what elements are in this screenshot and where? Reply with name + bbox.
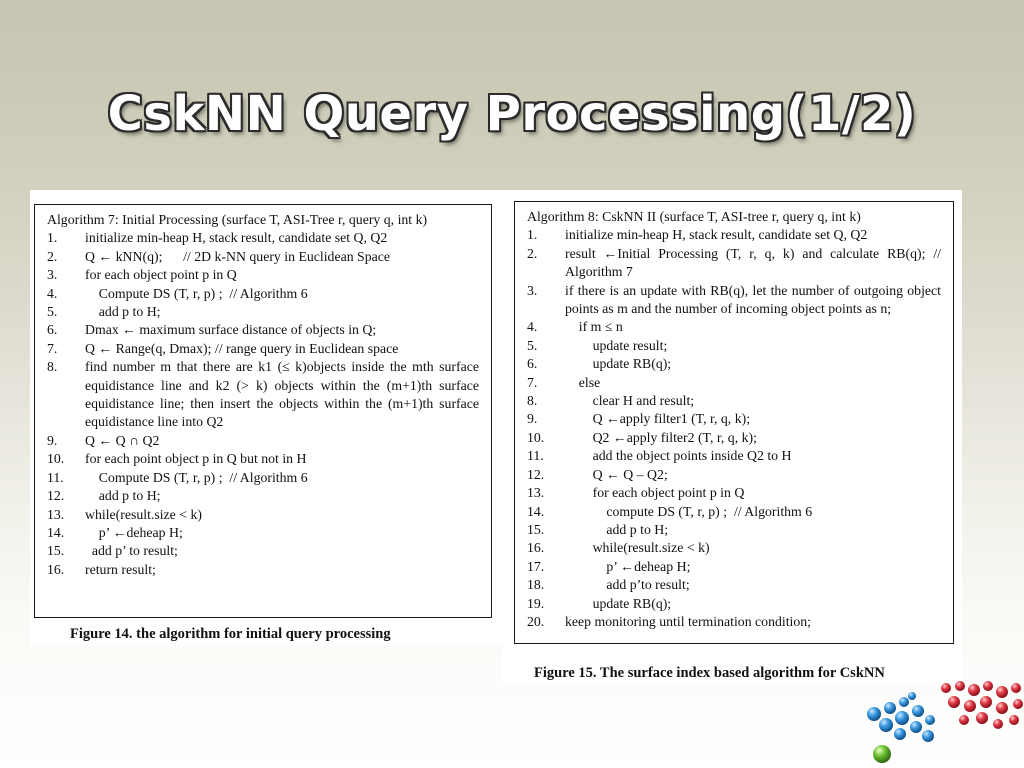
algorithm-8-lines [527, 226, 945, 631]
line-text: Q ← Q ∩ Q2 [85, 432, 160, 448]
line-text: initialize min-heap H, stack result, candidate set Q, Q2 [565, 227, 868, 243]
algorithm-line [47, 432, 479, 450]
algorithm-7-box [34, 204, 492, 618]
line-text: if m ≤ n [565, 319, 623, 335]
algorithm-line [47, 340, 479, 358]
line-number: 10. [527, 429, 545, 445]
algorithm-line [527, 318, 941, 336]
algorithm-line [527, 392, 941, 410]
figure-14-caption: Figure 14. the algorithm for initial query processing [70, 626, 391, 642]
line-number: 1. [527, 227, 538, 243]
algorithm-line [47, 229, 479, 247]
algorithm-line [47, 266, 479, 284]
algorithm-line [527, 226, 941, 244]
blue-beads [867, 692, 935, 742]
algorithm-line [47, 321, 479, 339]
line-text: compute DS (T, r, p) ; // Algorithm 6 [565, 503, 813, 519]
algorithm-line [527, 539, 941, 557]
line-number: 13. [527, 485, 545, 501]
line-text: add p to H; [85, 488, 161, 504]
line-text: add p’to result; [565, 577, 690, 593]
line-text: while(result.size < k) [565, 540, 710, 556]
line-number: 9. [47, 432, 58, 448]
line-number: 14. [527, 503, 545, 519]
line-number: 4. [527, 319, 538, 335]
line-text: Dmax ← maximum surface distance of objects in Q; [85, 322, 377, 338]
line-number: 12. [527, 466, 545, 482]
line-text: if there is an update with RB(q), let the number of outgoing object points as m and the number of incoming object points as n; [565, 282, 945, 317]
line-text: Q ←apply filter1 (T, r, q, k); [565, 411, 751, 427]
algorithm-line [47, 450, 479, 468]
line-text: while(result.size < k) [85, 506, 202, 522]
line-number: 11. [527, 448, 544, 464]
line-text: update RB(q); [565, 356, 672, 372]
line-number: 9. [527, 411, 538, 427]
line-number: 3. [47, 267, 58, 283]
line-number: 19. [527, 595, 545, 611]
algorithm-line [527, 355, 941, 373]
line-text: p’ ←deheap H; [85, 524, 183, 540]
algorithm-line [527, 429, 941, 447]
green-bead [873, 745, 891, 763]
line-text: add the object points inside Q2 to H [565, 448, 792, 464]
algorithm-line [527, 521, 941, 539]
slide-title: CskNN Query Processing(1/2) [107, 86, 917, 142]
line-text: result ←Initial Processing (T, r, q, k) and calculate RB(q); // Algorithm 7 [565, 245, 944, 280]
line-number: 4. [47, 285, 58, 301]
line-text: return result; [85, 561, 156, 577]
line-number: 6. [47, 322, 58, 338]
figure-15-panel [502, 190, 962, 686]
line-number: 20. [527, 613, 545, 629]
line-number: 2. [47, 248, 58, 264]
line-text: Q ← Range(q, Dmax); // range query in Euclidean space [85, 340, 399, 356]
algorithm-line [47, 358, 483, 432]
algorithm-line [527, 337, 941, 355]
algorithm-line [47, 542, 479, 560]
line-text: else [565, 374, 601, 390]
line-text: for each object point p in Q [85, 267, 237, 283]
line-text: add p’ to result; [85, 543, 178, 559]
line-text: clear H and result; [565, 393, 695, 409]
algorithm-line [47, 524, 479, 542]
algorithm-line [527, 374, 941, 392]
algorithm-line [527, 595, 941, 613]
line-text: Q ← Q – Q2; [565, 466, 668, 482]
line-number: 7. [47, 340, 58, 356]
algorithm-line [47, 303, 479, 321]
line-number: 11. [47, 469, 64, 485]
line-number: 13. [47, 506, 65, 522]
line-number: 12. [47, 488, 65, 504]
algorithm-line [527, 576, 941, 594]
line-text: update result; [565, 337, 668, 353]
algorithm-line [527, 484, 941, 502]
line-text: Compute DS (T, r, p) ; // Algorithm 6 [85, 469, 308, 485]
algorithm-line [47, 487, 479, 505]
algorithm-8-header: Algorithm 8: CskNN II (surface T, ASI-tree r, query q, int k) [527, 209, 861, 224]
algorithm-7-lines [47, 229, 483, 579]
algorithm-line [47, 561, 479, 579]
line-number: 18. [527, 577, 545, 593]
line-number: 8. [47, 359, 58, 375]
algorithm-8-box [514, 201, 954, 644]
line-number: 1. [47, 230, 58, 246]
line-number: 17. [527, 558, 545, 574]
line-text: initialize min-heap H, stack result, candidate set Q, Q2 [85, 230, 388, 246]
line-number: 15. [527, 521, 545, 537]
red-beads [941, 681, 1023, 729]
line-text: Compute DS (T, r, p) ; // Algorithm 6 [85, 285, 308, 301]
line-text: keep monitoring until termination condition; [565, 613, 812, 629]
line-text: Q ← kNN(q); // 2D k-NN query in Euclidean Space [85, 248, 390, 264]
algorithm-line [47, 248, 479, 266]
line-number: 6. [527, 356, 538, 372]
line-text: add p to H; [85, 304, 161, 320]
algorithm-line [47, 469, 479, 487]
line-text: p’ ←deheap H; [565, 558, 691, 574]
algorithm-line [527, 447, 941, 465]
line-text: for each point object p in Q but not in H [85, 451, 307, 467]
line-number: 8. [527, 393, 538, 409]
line-number: 14. [47, 524, 65, 540]
line-number: 5. [527, 337, 538, 353]
line-text: for each object point p in Q [565, 485, 745, 501]
algorithm-7-header: Algorithm 7: Initial Processing (surface T, ASI-Tree r, query q, int k) [47, 212, 428, 227]
line-number: 15. [47, 543, 65, 559]
line-text: Q2 ←apply filter2 (T, r, q, k); [565, 429, 757, 445]
line-number: 10. [47, 451, 65, 467]
algorithm-line [527, 410, 941, 428]
algorithm-line [527, 466, 941, 484]
line-number: 16. [47, 561, 65, 577]
line-number: 3. [527, 282, 538, 298]
algorithm-line [47, 506, 479, 524]
line-number: 2. [527, 245, 538, 261]
line-number: 7. [527, 374, 538, 390]
algorithm-line [47, 285, 479, 303]
line-number: 16. [527, 540, 545, 556]
line-text: add p to H; [565, 521, 669, 537]
algorithm-line [527, 503, 941, 521]
line-number: 5. [47, 304, 58, 320]
figure-15-caption: Figure 15. The surface index based algorithm for CskNN [534, 665, 885, 681]
line-text: update RB(q); [565, 595, 672, 611]
algorithm-line [527, 282, 945, 319]
algorithm-line [527, 558, 941, 576]
algorithm-line [527, 245, 944, 282]
figure-14-panel [30, 190, 502, 646]
algorithm-line [527, 613, 941, 631]
decorative-bead-cluster [864, 678, 1024, 768]
line-text: find number m that there are k1 (≤ k)objects inside the mth surface equidistance line and k2 (> k) objects within the (m+1)th surface equidistance line; then insert the objects within the (m+1)th surface equidistance line into Q2 [85, 359, 483, 430]
